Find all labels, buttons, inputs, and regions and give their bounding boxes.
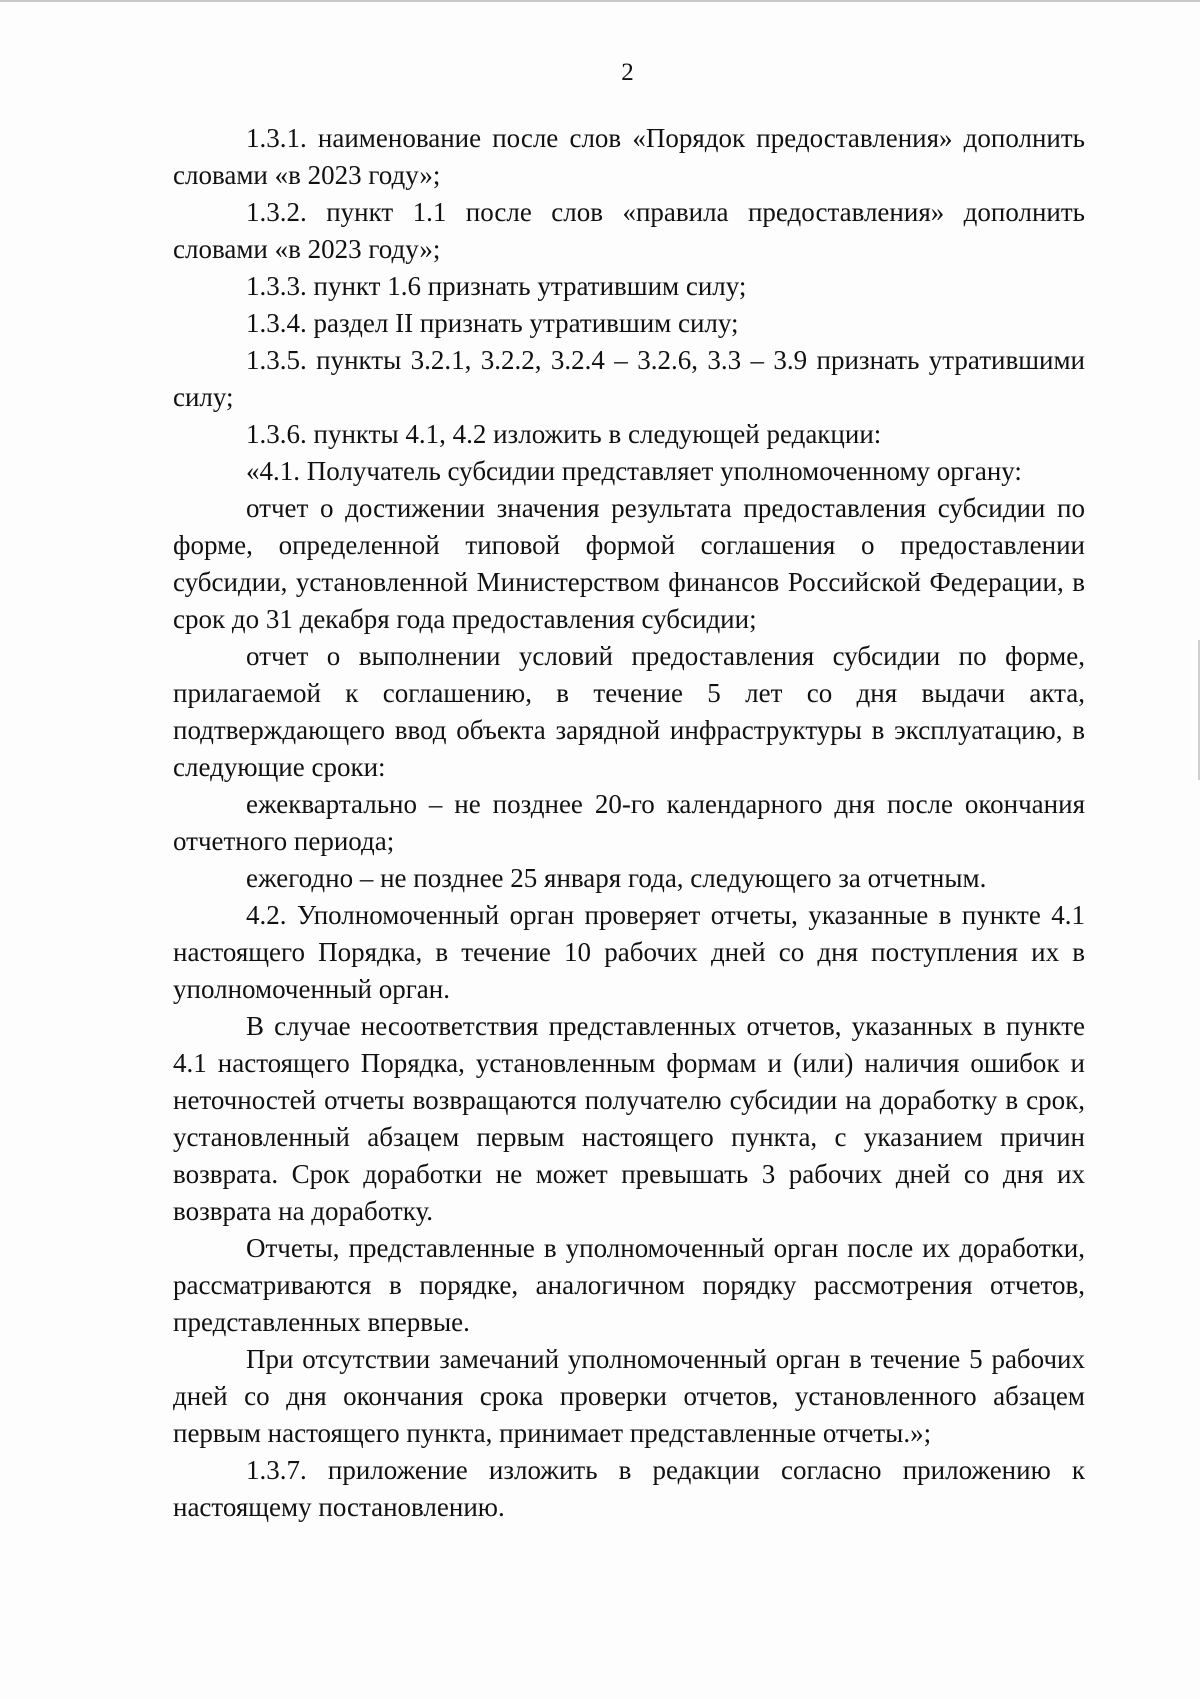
- paragraph-1-3-6: 1.3.6. пункты 4.1, 4.2 изложить в следующей редакции:: [246, 419, 882, 449]
- page-number: 2: [621, 59, 634, 86]
- paragraph-nonconformity: В случае несоответствия представленных отчетов, указанных в пункте 4.1 настоящего Порядка, установленным формам и (или) наличия ошибок и неточностей отчеты возвращаются получателю субсидии на доработку в срок, установленный абзацем первым настоящего пункта, с указанием причин возврата. Срок доработки не может превышать 3 рабочих дней со дня их возврата на доработку.: [173, 1011, 1085, 1226]
- paragraph-1-3-3: 1.3.3. пункт 1.6 признать утратившим силу;: [246, 271, 747, 301]
- paragraph-4-2: 4.2. Уполномоченный орган проверяет отчеты, указанные в пункте 4.1 настоящего Порядка, в течение 10 рабочих дней со дня поступления их в уполномоченный орган.: [173, 900, 1085, 1004]
- paragraph-report-conditions: отчет о выполнении условий предоставления субсидии по форме, прилагаемой к соглашению, в течение 5 лет со дня выдачи акта, подтверждающего ввод объекта зарядной инфраструктуры в эксплуатацию, в следующие сроки:: [173, 641, 1085, 782]
- paragraph-1-3-1: 1.3.1. наименование после слов «Порядок предоставления» дополнить словами «в 2023 году»;: [173, 123, 1085, 190]
- paragraph-report-result: отчет о достижении значения результата предоставления субсидии по форме, определенной типовой формой соглашения о предоставлении субсидии, установленной Министерством финансов Российской Федерации, в срок до 31 декабря года предоставления субсидии;: [173, 493, 1085, 634]
- paragraph-1-3-7: 1.3.7. приложение изложить в редакции согласно приложению к настоящему постановлению.: [173, 1455, 1085, 1522]
- paragraph-4-1-intro: «4.1. Получатель субсидии представляет уполномоченному органу:: [246, 456, 1022, 486]
- paragraph-reworked-reports: Отчеты, представленные в уполномоченный орган после их доработки, рассматриваются в порядке, аналогичном порядку рассмотрения отчетов, представленных впервые.: [173, 1233, 1085, 1337]
- paragraph-1-3-5: 1.3.5. пункты 3.2.1, 3.2.2, 3.2.4 – 3.2.6, 3.3 – 3.9 признать утратившими силу;: [173, 345, 1085, 412]
- paragraph-annually: ежегодно – не позднее 25 января года, следующего за отчетным.: [246, 863, 987, 893]
- document-body: [173, 120, 1085, 1526]
- paragraph-1-3-2: 1.3.2. пункт 1.1 после слов «правила предоставления» дополнить словами «в 2023 году»;: [173, 197, 1085, 264]
- paragraph-acceptance: При отсутствии замечаний уполномоченный орган в течение 5 рабочих дней со дня окончания срока проверки отчетов, установленного абзацем первым настоящего пункта, принимает представленные отчеты.»;: [173, 1344, 1085, 1448]
- paragraph-quarterly: ежеквартально – не позднее 20-го календарного дня после окончания отчетного периода;: [173, 789, 1085, 856]
- paragraph-1-3-4: 1.3.4. раздел II признать утратившим силу;: [246, 308, 739, 338]
- scan-edge-top: [0, 0, 1200, 2]
